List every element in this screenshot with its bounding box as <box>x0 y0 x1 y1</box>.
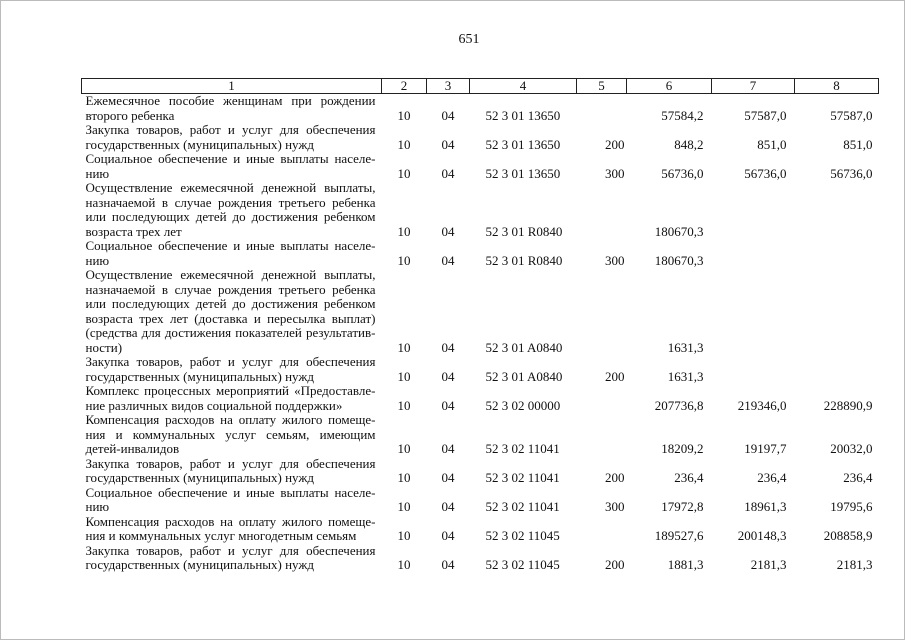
section-code: 10 <box>397 339 411 355</box>
section-code: 10 <box>397 470 411 485</box>
table-body <box>82 94 879 573</box>
expense-type-code <box>577 181 627 239</box>
row-name: Компенсация расходов на оплату жилого помещения и коммунальных услуг многодетным семьям <box>85 513 376 543</box>
table-row <box>82 268 879 355</box>
table-row <box>82 94 879 124</box>
amount-col7: 851,0 <box>757 136 787 152</box>
amount-col7: 236,4 <box>757 470 787 485</box>
table-row <box>82 515 879 544</box>
target-article-code: 52 3 02 11045 <box>485 528 560 543</box>
amount-col7: 2181,3 <box>750 557 787 572</box>
expense-type-code: 300 <box>605 165 625 181</box>
expense-type-code: 300 <box>605 252 625 268</box>
subsection-code: 04 <box>441 252 455 268</box>
section-code: 10 <box>397 441 411 456</box>
subsection-code: 04 <box>441 499 455 514</box>
subsection-code: 04 <box>441 441 455 456</box>
amount-col7: 200148,3 <box>737 528 787 543</box>
amount-col8: 57587,0 <box>830 107 873 123</box>
expense-type-code <box>577 413 627 457</box>
section-code: 10 <box>397 557 411 572</box>
amount-col8: 851,0 <box>843 136 873 152</box>
section-code: 10 <box>397 107 411 123</box>
column-header-7: 7 <box>712 79 795 94</box>
expense-type-code: 300 <box>605 499 625 514</box>
column-header-8: 8 <box>795 79 879 94</box>
amount-col7 <box>712 239 795 268</box>
target-article-code: 52 3 02 11041 <box>485 499 560 514</box>
table-row <box>82 457 879 486</box>
amount-col8: 20032,0 <box>830 441 873 456</box>
table-row <box>82 486 879 515</box>
target-article-code: 52 3 01 A0840 <box>485 339 563 355</box>
expense-type-code <box>577 268 627 355</box>
row-name: Ежемесячное пособие женщинам при рождении второго ребенка <box>85 93 376 123</box>
table-row <box>82 384 879 413</box>
subsection-code: 04 <box>441 470 455 485</box>
column-header-5: 5 <box>577 79 627 94</box>
amount-col7 <box>712 268 795 355</box>
expense-type-code: 200 <box>605 368 625 384</box>
amount-col7: 219346,0 <box>737 397 787 413</box>
subsection-code: 04 <box>441 165 455 181</box>
row-name: Социальное обеспечение и иные выплаты населению <box>85 238 376 268</box>
amount-col6: 18209,2 <box>661 441 704 456</box>
page-number: 651 <box>458 32 480 47</box>
expense-type-code <box>577 515 627 544</box>
amount-col6: 57584,2 <box>661 107 704 123</box>
column-header-6: 6 <box>627 79 712 94</box>
amount-col7: 18961,3 <box>744 499 787 514</box>
table-row <box>82 544 879 573</box>
amount-col8: 236,4 <box>843 470 873 485</box>
table-row <box>82 123 879 152</box>
row-name: Социальное обеспечение и иные выплаты населению <box>85 151 376 181</box>
amount-col8: 2181,3 <box>836 557 873 572</box>
amount-col6: 56736,0 <box>661 165 704 181</box>
subsection-code: 04 <box>441 397 455 413</box>
column-header-1: 1 <box>82 79 382 94</box>
section-code: 10 <box>397 252 411 268</box>
target-article-code: 52 3 02 11041 <box>485 470 560 485</box>
table-row <box>82 413 879 457</box>
target-article-code: 52 3 02 11041 <box>485 441 560 456</box>
amount-col6: 1881,3 <box>667 557 704 572</box>
expense-type-code <box>577 384 627 413</box>
amount-col6: 236,4 <box>674 470 704 485</box>
subsection-code: 04 <box>441 528 455 543</box>
row-name: Социальное обеспечение и иные выплаты населению <box>85 484 376 514</box>
row-name: Закупка товаров, работ и услуг для обеспечения государственных (муниципальных) нужд <box>85 122 376 152</box>
expense-type-code <box>577 94 627 124</box>
expense-type-code: 200 <box>605 557 625 572</box>
target-article-code: 52 3 01 13650 <box>485 107 561 123</box>
table-row <box>82 152 879 181</box>
target-article-code: 52 3 02 11045 <box>485 557 560 572</box>
amount-col8: 208858,9 <box>823 528 873 543</box>
header-row <box>82 79 879 94</box>
subsection-code: 04 <box>441 107 455 123</box>
table-row <box>82 181 879 239</box>
amount-col6: 848,2 <box>674 136 704 152</box>
target-article-code: 52 3 02 00000 <box>485 397 561 413</box>
subsection-code: 04 <box>441 557 455 572</box>
table-row <box>82 239 879 268</box>
amount-col8 <box>795 268 879 355</box>
table-row <box>82 355 879 384</box>
column-header-4: 4 <box>470 79 577 94</box>
amount-col8: 19795,6 <box>830 499 873 514</box>
subsection-code: 04 <box>441 136 455 152</box>
row-name: Комплекс процессных мероприятий «Предоставление различных видов социальной поддержки» <box>85 383 376 413</box>
subsection-code: 04 <box>441 339 455 355</box>
subsection-code: 04 <box>441 223 455 239</box>
section-code: 10 <box>397 368 411 384</box>
amount-col8 <box>795 355 879 384</box>
amount-col8: 228890,9 <box>823 397 873 413</box>
row-name: Компенсация расходов на оплату жилого помещения и коммунальных услуг семьям, имеющим детей-инвалидов <box>85 412 376 456</box>
amount-col8 <box>795 181 879 239</box>
amount-col7: 57587,0 <box>744 107 787 123</box>
column-header-2: 2 <box>382 79 427 94</box>
budget-table <box>81 78 879 573</box>
amount-col6: 207736,8 <box>654 397 704 413</box>
target-article-code: 52 3 01 13650 <box>485 136 561 152</box>
column-header-3: 3 <box>427 79 470 94</box>
target-article-code: 52 3 01 A0840 <box>485 368 563 384</box>
amount-col7 <box>712 355 795 384</box>
amount-col6: 189527,6 <box>654 528 704 543</box>
target-article-code: 52 3 01 R0840 <box>485 223 563 239</box>
section-code: 10 <box>397 223 411 239</box>
row-name: Закупка товаров, работ и услуг для обеспечения государственных (муниципальных) нужд <box>85 354 376 384</box>
row-name: Закупка товаров, работ и услуг для обеспечения государственных (муниципальных) нужд <box>85 455 376 485</box>
amount-col6: 1631,3 <box>667 339 704 355</box>
amount-col7: 19197,7 <box>744 441 787 456</box>
amount-col7 <box>712 181 795 239</box>
expense-type-code: 200 <box>605 470 625 485</box>
row-name: Закупка товаров, работ и услуг для обеспечения государственных (муниципальных) нужд <box>85 542 376 572</box>
expense-type-code: 200 <box>605 136 625 152</box>
target-article-code: 52 3 01 R0840 <box>485 252 563 268</box>
amount-col6: 1631,3 <box>667 368 704 384</box>
amount-col7: 56736,0 <box>744 165 787 181</box>
amount-col8 <box>795 239 879 268</box>
subsection-code: 04 <box>441 368 455 384</box>
section-code: 10 <box>397 499 411 514</box>
amount-col6: 17972,8 <box>661 499 704 514</box>
target-article-code: 52 3 01 13650 <box>485 165 561 181</box>
amount-col6: 180670,3 <box>654 252 704 268</box>
section-code: 10 <box>397 528 411 543</box>
amount-col6: 180670,3 <box>654 223 704 239</box>
section-code: 10 <box>397 397 411 413</box>
section-code: 10 <box>397 136 411 152</box>
amount-col8: 56736,0 <box>830 165 873 181</box>
row-name: Осуществление ежемесячной денежной выплаты, назначаемой в случае рождения третьего ребенка или последующих детей до достижения ребенком возраста трех лет <box>85 180 376 239</box>
row-name: Осуществление ежемесячной денежной выплаты, назначаемой в случае рождения третьего ребенка или последующих детей до достижения ребенком возраста трех лет (доставка и пересылка выплат) (средства для достижения показателей результативности) <box>85 267 376 355</box>
section-code: 10 <box>397 165 411 181</box>
